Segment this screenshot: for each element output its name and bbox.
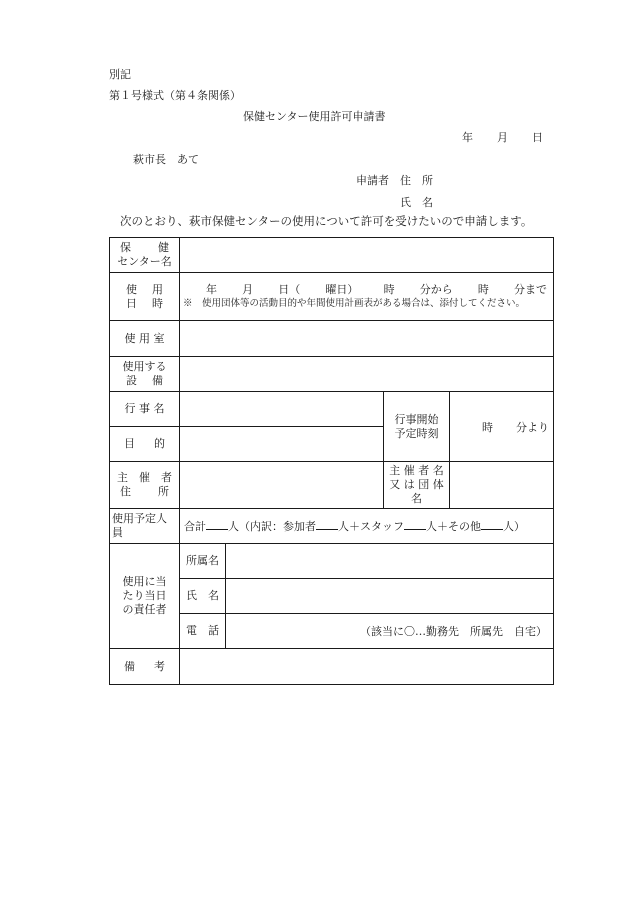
- label-char: 的: [154, 437, 165, 450]
- remarks-field[interactable]: [180, 649, 554, 685]
- row-room: [110, 321, 554, 357]
- affiliation-label: 所属名: [180, 544, 226, 579]
- label-char: 日: [126, 296, 137, 310]
- room-label: 使 用 室: [110, 321, 180, 357]
- label-line: 行事開始: [394, 412, 439, 426]
- organizer-address-label: [110, 462, 180, 509]
- responsible-label: [110, 544, 180, 649]
- responsible-name-field[interactable]: [226, 579, 554, 614]
- label-line: の責任者: [122, 603, 167, 616]
- label-line: 名: [411, 492, 422, 505]
- label-char: 目: [124, 437, 135, 450]
- attendees-participants-label: 人（内訳：参加者: [228, 520, 316, 533]
- event-start-field[interactable]: [450, 392, 554, 462]
- datetime-line: [180, 282, 553, 297]
- blank-total[interactable]: [206, 519, 228, 530]
- datetime-note: ※ 使用団体等の活動目的や年間使用計画表がある場合は、添付してください。: [183, 298, 526, 309]
- attendees-total-label: 合計: [184, 520, 206, 533]
- applicant-label: 申請者: [356, 174, 389, 187]
- dt-end-hour: 時: [477, 283, 489, 296]
- attendees-other-label: 人＋その他: [426, 520, 481, 533]
- event-name-label: 行 事 名: [110, 392, 180, 427]
- equipment-label: [110, 357, 180, 392]
- blank-participants[interactable]: [316, 519, 338, 530]
- start-hour-unit: 時: [482, 420, 493, 434]
- label-line: たり当日: [122, 589, 167, 602]
- label-line: 又 は 団 体: [389, 478, 444, 491]
- row-event-name: [110, 392, 554, 427]
- label-line: 使用する: [122, 360, 167, 373]
- organizer-name-label: [384, 462, 450, 509]
- datetime-field[interactable]: [180, 273, 554, 321]
- attendees-end-label: 人）: [503, 520, 525, 533]
- date-day: 日: [532, 131, 543, 144]
- date-year: 年: [462, 131, 473, 144]
- room-field[interactable]: [180, 321, 554, 357]
- label-line: 使用予定人: [112, 512, 167, 525]
- datetime-label: [110, 273, 180, 321]
- label-line: 使用に当: [122, 575, 167, 588]
- label-line: 員: [112, 526, 123, 539]
- row-responsible-affiliation: [110, 544, 554, 579]
- blank-other[interactable]: [481, 519, 503, 530]
- start-min-unit: 分より: [516, 420, 549, 434]
- label-char: 備: [152, 374, 163, 387]
- phone-label: 電 話: [180, 614, 226, 649]
- applicant-address-label: 住 所: [400, 174, 433, 187]
- dt-month: 月: [242, 283, 254, 296]
- applicant-name-label: 氏 名: [400, 196, 433, 209]
- label-char: 健: [158, 241, 169, 254]
- affiliation-field[interactable]: [226, 544, 554, 579]
- center-name-field[interactable]: [180, 238, 554, 273]
- addressee: 萩市長 あて: [133, 153, 199, 166]
- label-char: 用: [152, 282, 163, 296]
- row-center-name: [110, 238, 554, 273]
- event-name-field[interactable]: [180, 392, 384, 427]
- attendees-staff-label: 人＋スタッフ: [338, 520, 404, 533]
- label-char: 時: [152, 296, 163, 310]
- row-datetime: [110, 273, 554, 321]
- remarks-label: [110, 649, 180, 685]
- label-char: 住: [120, 485, 131, 498]
- label-line: 予定時刻: [394, 426, 439, 440]
- organizer-name-field[interactable]: [450, 462, 554, 509]
- row-equipment: [110, 357, 554, 392]
- label-char: 使: [126, 282, 137, 296]
- blank-staff[interactable]: [404, 519, 426, 530]
- equipment-field[interactable]: [180, 357, 554, 392]
- label-char: 考: [154, 659, 165, 673]
- purpose-field[interactable]: [180, 427, 384, 462]
- row-organizer: [110, 462, 554, 509]
- form-number: 第１号様式（第４条関係）: [109, 89, 241, 102]
- dt-start-hour: 時: [383, 283, 395, 296]
- application-form-table: [109, 237, 554, 685]
- event-start-label: [384, 392, 450, 462]
- label-char: 設: [126, 374, 137, 387]
- dt-start-min: 分から: [419, 283, 453, 296]
- label-char: 所: [158, 485, 169, 498]
- purpose-label: [110, 427, 180, 462]
- label-line: センター名: [117, 255, 172, 268]
- row-attendees: [110, 509, 554, 544]
- attendees-field[interactable]: [180, 509, 554, 544]
- label-char: 備: [124, 659, 135, 673]
- attendees-label: [110, 509, 180, 544]
- dt-day: 日（: [278, 283, 301, 296]
- phone-field[interactable]: [226, 614, 554, 649]
- annex-label: 別記: [109, 68, 131, 81]
- organizer-address-field[interactable]: [180, 462, 384, 509]
- responsible-name-label: 氏 名: [180, 579, 226, 614]
- label-line: 主 催 者 名: [389, 464, 444, 477]
- form-title: 保健センター使用許可申請書: [243, 110, 386, 123]
- label-line: 主 催 者: [117, 471, 172, 484]
- dt-weekday: 曜日）: [325, 283, 359, 296]
- intro-text: 次のとおり、萩市保健センターの使用について許可を受けたいので申請します。: [120, 214, 533, 228]
- date-month: 月: [497, 131, 508, 144]
- center-name-label: [110, 238, 180, 273]
- dt-year: 年: [206, 283, 217, 296]
- row-remarks: [110, 649, 554, 685]
- dt-end-min: 分まで: [513, 283, 547, 296]
- phone-note: （該当に〇…勤務先 所属先 自宅）: [360, 625, 547, 638]
- label-char: 保: [120, 241, 131, 254]
